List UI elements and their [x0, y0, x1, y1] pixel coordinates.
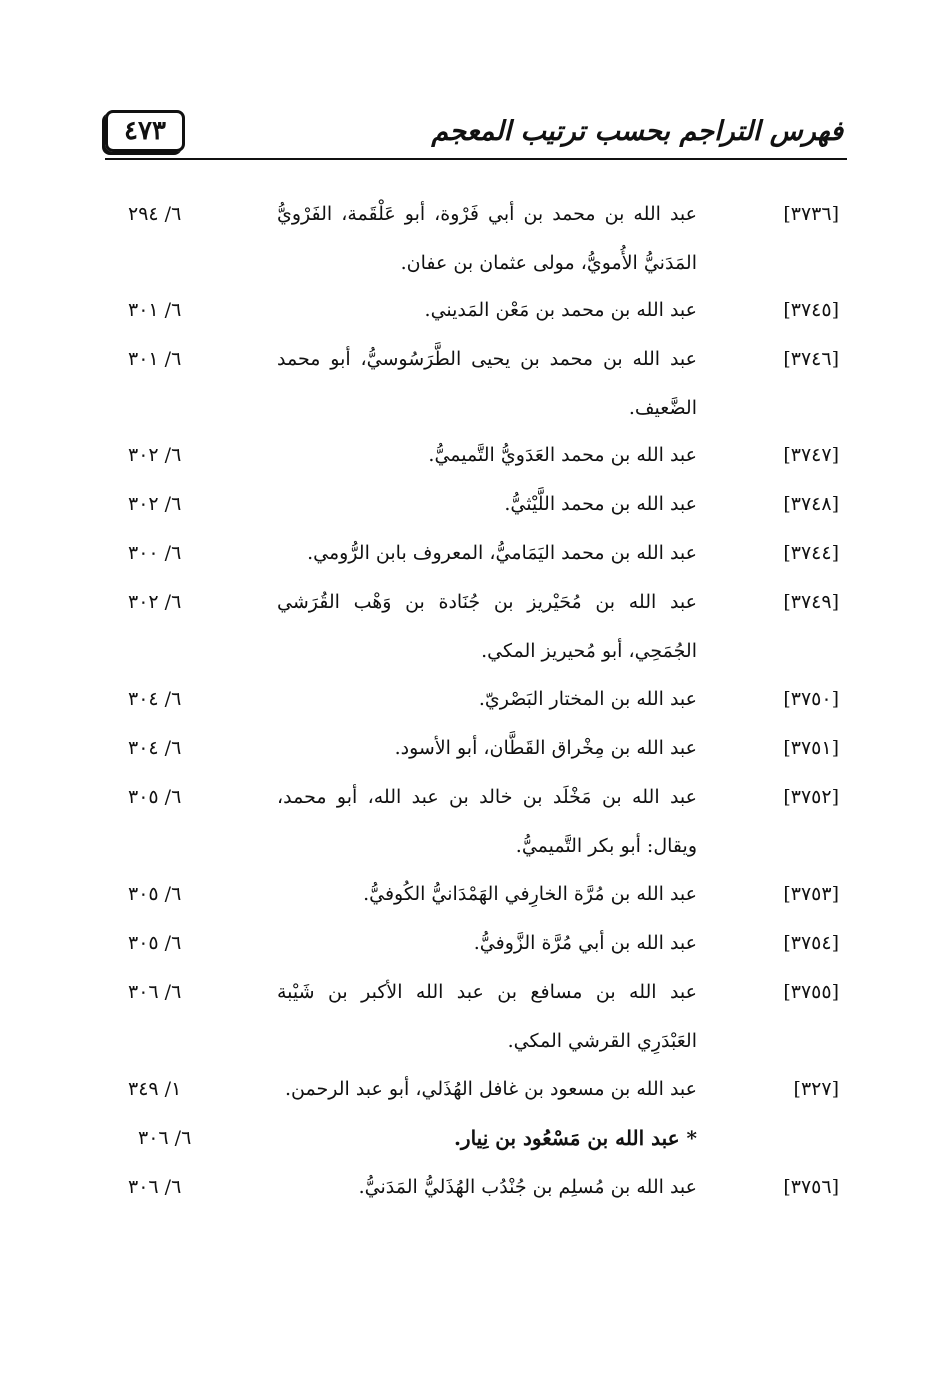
entry-text-line: عبد الله بن مُحَيْريز بن جُنَادة بن وَهْب القُرَشي: [277, 591, 697, 613]
entry-reference: ٦/ ٣٠٢: [128, 493, 182, 515]
entry-text-line: عبد الله بن أبي مُرَّة الزَّوفيُّ.: [473, 932, 697, 954]
entry-reference: ١/ ٣٤٩: [128, 1078, 182, 1100]
entry-reference: ٦/ ٣٠٥: [128, 883, 182, 905]
entry-text-line: عبد الله بن مَخْلَد بن خالد بن عبد الله، أبو محمد،: [277, 786, 697, 808]
entry-number: [٣٧٥١]: [783, 737, 839, 759]
entry-text-line: عبد الله بن مُرَّة الخارِفي الهَمْدَانيُّ الكُوفيُّ.: [363, 883, 697, 905]
entry-reference: ٦/ ٣٠٥: [128, 932, 182, 954]
entry-reference: ٦/ ٣٠٢: [128, 591, 182, 613]
entry-reference: ٦/ ٣٠١: [128, 348, 182, 370]
entry-number: [٣٧٤٦]: [783, 348, 839, 370]
entry-text-line: عبد الله بن محمد اليَمَاميُّ، المعروف بابن الرُّومي.: [307, 542, 697, 564]
entry-reference: ٦/ ٣٠٦: [138, 1127, 192, 1149]
entry-reference: ٦/ ٢٩٤: [128, 203, 182, 225]
entry-reference: ٦/ ٣٠٤: [128, 688, 182, 710]
entry-reference: ٦/ ٣٠٦: [128, 981, 182, 1003]
entry-number: [٣٧٥٠]: [783, 688, 839, 710]
running-title: فهرس التراجم بحسب ترتيب المعجم: [431, 116, 843, 147]
entry-number: [٣٧٤٨]: [783, 493, 839, 515]
entry-text-line: عبد الله بن محمد بن يحيى الطَّرَسُوسيُّ، أبو محمد: [277, 348, 697, 370]
entry-number: [٣٧٤٩]: [783, 591, 839, 613]
entry-text-line: الضَّعيف.: [628, 397, 697, 419]
entry-reference: ٦/ ٣٠١: [128, 299, 182, 321]
entry-text-line: عبد الله بن محمد العَدَويُّ التَّميميُّ.: [428, 444, 697, 466]
entry-text-line: عبد الله بن المختار البَصْريّ.: [478, 688, 697, 710]
entry-text-line: عبد الله بن مُسلِم بن جُنْدُب الهُذَليُّ المَدَنيُّ.: [358, 1176, 697, 1198]
entry-number: [٣٧٥٤]: [783, 932, 839, 954]
entry-number: [٣٧٤٧]: [783, 444, 839, 466]
entry-text-line: عبد الله بن مسعود بن غافل الهُذَلي، أبو عبد الرحمن.: [285, 1078, 697, 1100]
entry-text-line: المَدَنيُّ الأُمويُّ، مولى عثمان بن عفان.: [400, 252, 697, 274]
entry-text-line: عبد الله بن محمد بن أبي فَرْوة، أبو عَلْقَمة، الفَرْويُّ: [277, 203, 697, 225]
entry-text-line: عبد الله بن مسافع بن عبد الله الأكبر بن شَيْبة: [277, 981, 697, 1003]
entry-number: [٣٧٤٤]: [783, 542, 839, 564]
entry-text-line: العَبْدَرِي القرشي المكي.: [507, 1030, 697, 1052]
entry-number: [٣٧٥٣]: [783, 883, 839, 905]
entry-text-line: * عبد الله بن مَسْعُود بن نِيار.: [453, 1126, 697, 1150]
entry-reference: ٦/ ٣٠٥: [128, 786, 182, 808]
entry-number: [٣٧٤٥]: [783, 299, 839, 321]
entry-text-line: ويقال: أبو بكر التَّميميُّ.: [515, 835, 697, 857]
entry-text-line: عبد الله بن محمد اللَّيْثيُّ.: [504, 493, 697, 515]
entry-text-line: عبد الله بن مِخْراق القَطَّان، أبو الأسود.: [394, 737, 697, 759]
entry-text-line: الجُمَحِي، أبو مُحيريز المكي.: [481, 640, 697, 662]
entry-number: [٣٧٥٦]: [783, 1176, 839, 1198]
entry-number: [٣٧٣٦]: [783, 203, 839, 225]
entry-reference: ٦/ ٣٠٤: [128, 737, 182, 759]
entry-number: [٣٧٥٥]: [783, 981, 839, 1003]
entry-number: [٣٢٧]: [793, 1078, 839, 1100]
entry-number: [٣٧٥٢]: [783, 786, 839, 808]
entry-reference: ٦/ ٣٠٠: [128, 542, 182, 564]
entry-text-line: عبد الله بن محمد بن مَعْن المَديني.: [424, 299, 697, 321]
page-number: ٤٧٣: [124, 116, 166, 146]
entry-reference: ٦/ ٣٠٢: [128, 444, 182, 466]
entry-reference: ٦/ ٣٠٦: [128, 1176, 182, 1198]
